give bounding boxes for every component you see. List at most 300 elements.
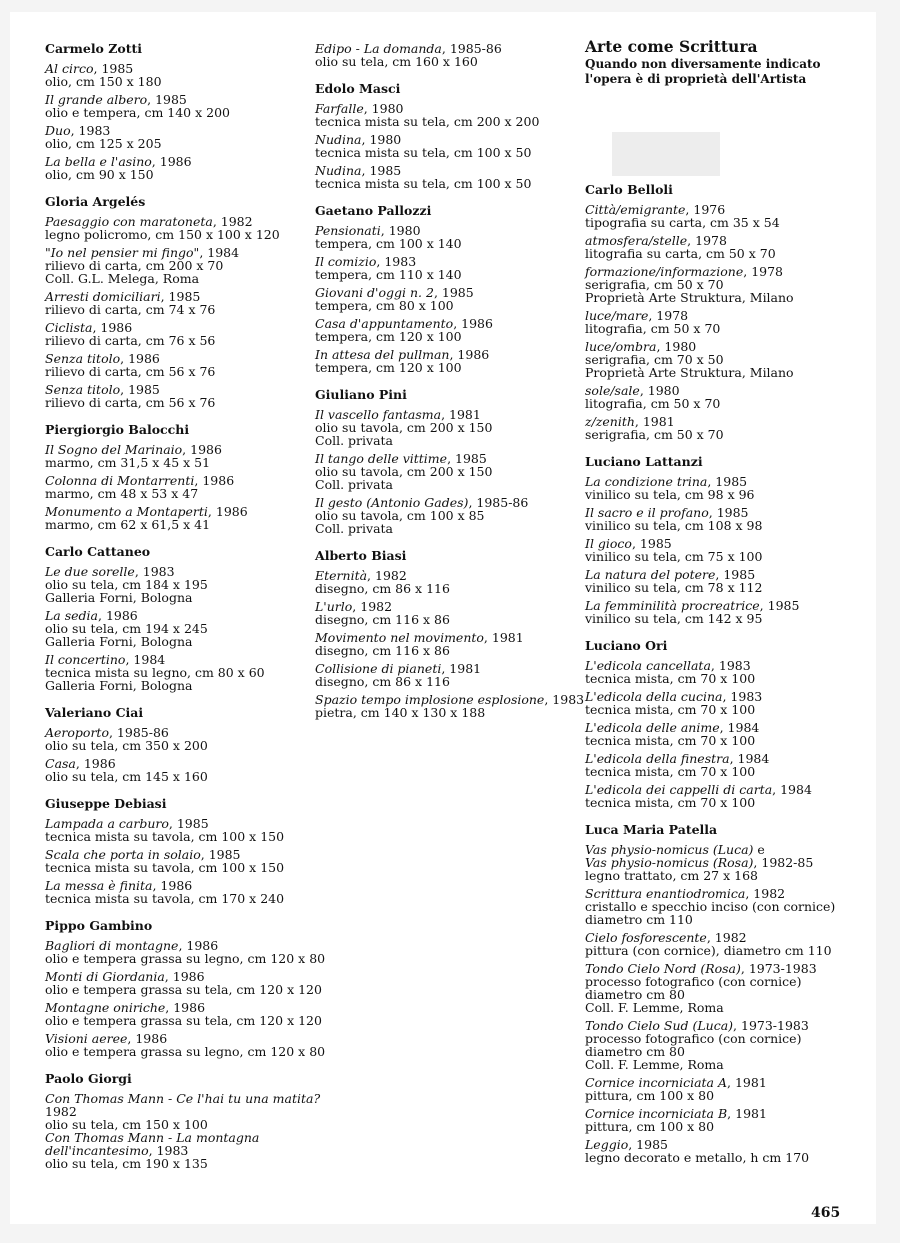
artwork-entry <box>315 286 575 312</box>
artist-name: Valeriano Ciai <box>45 705 144 720</box>
artwork-entry <box>315 496 575 535</box>
artwork-detail: olio, cm 125 x 205 <box>45 136 162 151</box>
artwork-entry <box>315 348 575 374</box>
artwork-date: , 1985 <box>708 505 749 520</box>
artwork-detail: processo fotografico (con cornice) <box>585 974 802 989</box>
artwork-entry <box>315 133 575 159</box>
artwork-title: Casa d'appuntamento <box>315 316 454 331</box>
artwork-title: Farfalle <box>315 101 364 116</box>
artwork-title: Bagliori di montagne <box>45 938 179 953</box>
artwork-detail: Coll. privata <box>315 477 393 492</box>
artwork-title: Scrittura enantiodromica <box>585 886 746 901</box>
artwork-date: , 1982 <box>212 214 253 229</box>
artwork-entry <box>45 969 322 997</box>
artwork-entry <box>45 290 310 316</box>
artwork-detail: rilievo di carta, cm 56 x 76 <box>45 364 216 379</box>
artwork-entry <box>585 203 845 229</box>
artwork-entry <box>315 662 575 688</box>
artwork-date: , 1985 <box>200 847 241 862</box>
artwork-entry <box>585 340 845 379</box>
artwork-title: Edipo - La domanda <box>315 41 442 56</box>
artwork-detail: litografia, cm 50 x 70 <box>585 396 721 411</box>
artwork-title-line <box>45 1091 321 1106</box>
artwork-date: e <box>753 842 765 857</box>
artwork-detail: rilievo di carta, cm 74 x 76 <box>45 302 216 317</box>
artwork-date: , 1981 <box>634 414 675 429</box>
artwork-entry <box>315 600 575 626</box>
artwork-title: Il grande albero <box>45 92 148 107</box>
artwork-detail: Proprietà Arte Struktura, Milano <box>585 290 794 305</box>
artwork-detail: vinilico su tela, cm 142 x 95 <box>585 611 763 626</box>
artwork-date: , 1986 <box>98 608 138 623</box>
artwork-entry <box>45 383 310 409</box>
artwork-title: Il tango delle vittime <box>315 451 448 466</box>
artwork-detail: tempera, cm 120 x 100 <box>315 329 462 344</box>
artwork-title: Con Thomas Mann - La montagna <box>45 1130 260 1145</box>
artwork-title: Lampada a carburo <box>45 816 169 831</box>
artwork-entry <box>45 938 326 966</box>
artwork-title: Senza titolo <box>45 351 121 366</box>
artwork-date: , 1983 <box>134 564 175 579</box>
artwork-title: Al circo <box>45 61 94 76</box>
catalog-page <box>10 12 876 1224</box>
column-3 <box>585 38 845 1169</box>
artwork-detail: Coll. G.L. Melega, Roma <box>45 271 200 286</box>
artwork-title: Monti di Giordania <box>45 969 165 984</box>
artwork-date: , 1976 <box>685 202 726 217</box>
artwork-detail: tecnica mista su tela, cm 100 x 50 <box>315 176 532 191</box>
artwork-entry <box>585 752 845 778</box>
artwork-entry <box>45 246 310 285</box>
artwork-date: , 1986 <box>151 154 192 169</box>
artwork-detail: Coll. F. Lemme, Roma <box>585 1057 724 1072</box>
artwork-title: Città/emigrante <box>585 202 686 217</box>
artwork-detail: tecnica mista su tela, cm 100 x 50 <box>315 145 532 160</box>
artwork-detail: olio su tavola, cm 200 x 150 <box>315 464 493 479</box>
artwork-detail: tecnica mista su tavola, cm 170 x 240 <box>45 891 285 906</box>
artwork-title: La femminilità procreatrice <box>585 598 760 613</box>
artwork-entry <box>585 568 845 594</box>
artwork-detail: Galleria Forni, Bologna <box>45 634 193 649</box>
artwork-entry <box>315 408 575 447</box>
artwork-date: , 1980 <box>361 132 402 147</box>
artwork-title: L'edicola delle anime <box>585 720 720 735</box>
artwork-detail: Coll. F. Lemme, Roma <box>585 1000 724 1015</box>
artwork-entry <box>45 505 310 531</box>
artwork-title: Senza titolo <box>45 382 121 397</box>
artwork-date: , 1985 <box>707 474 748 489</box>
artwork-entry <box>315 569 575 595</box>
artwork-date: , 1973-1983 <box>733 1018 809 1033</box>
artwork-entry <box>45 1000 322 1028</box>
artwork-date: , 1985-86 <box>468 495 529 510</box>
artwork-detail: vinilico su tela, cm 108 x 98 <box>585 518 763 533</box>
artwork-date: , 1980 <box>656 339 697 354</box>
artwork-date: , 1985 <box>715 567 756 582</box>
artwork-title: Eternità <box>315 568 368 583</box>
artwork-entry <box>585 783 845 809</box>
artwork-entry <box>45 653 310 692</box>
artwork-detail: serigrafia, cm 50 x 70 <box>585 277 724 292</box>
artwork-date: , 1981 <box>441 661 482 676</box>
artwork-date: , 1981 <box>441 407 481 422</box>
artwork-date: , 1985 <box>147 92 187 107</box>
artwork-detail: legno decorato e metallo, h cm 170 <box>585 1150 810 1165</box>
artwork-detail: olio e tempera grassa su legno, cm 120 x 80 <box>45 951 326 966</box>
artwork-detail: pittura, cm 100 x 80 <box>585 1088 715 1103</box>
artwork-detail: Proprietà Arte Struktura, Milano <box>585 365 794 380</box>
artwork-entry <box>45 565 310 604</box>
artwork-detail: litografia, cm 50 x 70 <box>585 321 721 336</box>
artwork-detail: olio su tela, cm 194 x 245 <box>45 621 208 636</box>
artwork-entry <box>315 631 575 657</box>
artwork-title: Visioni aeree <box>45 1031 128 1046</box>
artwork-title: Vas physio-nomicus (Luca) <box>585 842 754 857</box>
artwork-title: L'edicola della cucina <box>585 689 723 704</box>
artwork-entry <box>45 848 310 874</box>
artwork-date: , 1986 <box>165 1000 206 1015</box>
page-number: 465 <box>811 1205 841 1221</box>
artwork-entry <box>45 443 310 469</box>
artwork-detail: vinilico su tela, cm 98 x 96 <box>585 487 755 502</box>
artwork-entry <box>45 155 310 181</box>
artwork-title: Tondo Cielo Nord (Rosa) <box>585 961 741 976</box>
artwork-detail: olio su tela, cm 190 x 135 <box>45 1156 208 1171</box>
artwork-detail: vinilico su tela, cm 78 x 112 <box>585 580 763 595</box>
artwork-title: L'edicola dei cappelli di carta <box>585 782 773 797</box>
artwork-entry <box>45 1131 310 1170</box>
column-2 <box>315 41 585 724</box>
artwork-date: , 1983 <box>376 254 417 269</box>
artist-name: Carmelo Zotti <box>45 41 143 56</box>
artwork-date: , 1985 <box>447 451 487 466</box>
artwork-title: "Io nel pensier mi fingo" <box>45 245 200 260</box>
artwork-date: , 1978 <box>743 264 784 279</box>
artwork-title: Le due sorelle <box>45 564 135 579</box>
artwork-title: La condizione trina <box>585 474 708 489</box>
artwork-title: L'urlo <box>315 599 353 614</box>
artwork-entry <box>315 317 575 343</box>
artist-name: Pippo Gambino <box>45 918 153 933</box>
artwork-date: , 1983 <box>544 692 585 707</box>
artwork-date: , 1981 <box>727 1106 767 1121</box>
artwork-title: Monumento a Montaperti <box>45 504 208 519</box>
artist-name: Luciano Lattanzi <box>585 454 703 469</box>
artwork-title: Movimento nel movimento <box>315 630 484 645</box>
artwork-entry <box>315 255 575 281</box>
section-title: Arte come Scrittura <box>585 37 758 56</box>
artwork-entry <box>585 506 845 532</box>
artwork-date: , 1973-1983 <box>740 961 817 976</box>
artwork-detail: legno trattato, cm 27 x 168 <box>585 868 758 883</box>
artwork-date: , 1980 <box>363 101 404 116</box>
artwork-detail: vinilico su tela, cm 75 x 100 <box>585 549 763 564</box>
artwork-title: La natura del potere <box>585 567 716 582</box>
artist-name: Paolo Giorgi <box>45 1071 132 1086</box>
artwork-date: , 1986 <box>164 969 205 984</box>
artwork-title: Nudina <box>315 132 362 147</box>
artwork-detail: tecnica mista su legno, cm 80 x 60 <box>45 665 265 680</box>
artwork-entry <box>585 1107 845 1133</box>
artwork-title: dell'incantesimo <box>45 1143 149 1158</box>
artwork-title: Leggio <box>585 1137 629 1152</box>
artwork-detail: tecnica mista, cm 70 x 100 <box>585 671 756 686</box>
artwork-detail: olio e tempera grassa su legno, cm 120 x 80 <box>45 1044 326 1059</box>
artwork-detail: disegno, cm 116 x 86 <box>315 612 450 627</box>
artwork-detail: serigrafia, cm 50 x 70 <box>585 427 724 442</box>
artwork-detail: marmo, cm 48 x 53 x 47 <box>45 486 199 501</box>
artwork-entry <box>585 962 845 1014</box>
artwork-detail: tecnica mista su tela, cm 200 x 200 <box>315 114 540 129</box>
artwork-detail: Coll. privata <box>315 521 393 536</box>
artist-name: Carlo Cattaneo <box>45 544 151 559</box>
artwork-title: Paesaggio con maratoneta <box>45 214 213 229</box>
artwork-date: , 1985-86 <box>441 41 502 56</box>
artwork-detail: marmo, cm 31,5 x 45 x 51 <box>45 455 211 470</box>
artwork-detail: olio su tela, cm 145 x 160 <box>45 769 208 784</box>
artwork-detail: olio su tavola, cm 200 x 150 <box>315 420 493 435</box>
artwork-detail: olio e tempera, cm 140 x 200 <box>45 105 230 120</box>
artwork-date: , 1986 <box>75 756 116 771</box>
artwork-detail: tecnica mista, cm 70 x 100 <box>585 733 756 748</box>
artwork-title: Pensionati <box>315 223 381 238</box>
artwork-detail: marmo, cm 62 x 61,5 x 41 <box>45 517 211 532</box>
artwork-detail: Galleria Forni, Bologna <box>45 590 193 605</box>
artwork-title: Il gesto (Antonio Gades) <box>315 495 469 510</box>
artwork-title: Nudina <box>315 163 362 178</box>
artwork-entry <box>585 1076 845 1102</box>
artwork-entry <box>45 474 310 500</box>
artwork-title: Casa <box>45 756 76 771</box>
artwork-date: , 1985 <box>631 536 672 551</box>
artist-name: Edolo Masci <box>315 81 401 96</box>
artwork-date: , 1982-85 <box>753 855 814 870</box>
artwork-title: luce/ombra <box>585 339 657 354</box>
artwork-detail: olio su tela, cm 160 x 160 <box>315 54 478 69</box>
artwork-detail: serigrafia, cm 70 x 50 <box>585 352 724 367</box>
artwork-entry <box>45 817 310 843</box>
artwork-entry <box>585 1138 845 1164</box>
artwork-detail: tecnica mista su tavola, cm 100 x 150 <box>45 829 285 844</box>
artwork-entry <box>585 887 845 926</box>
artwork-title: sole/sale <box>585 383 640 398</box>
artwork-entry <box>585 599 845 625</box>
section-note-line-1: Quando non diversamente indicato <box>585 57 821 71</box>
artist-name: Alberto Biasi <box>315 548 407 563</box>
artwork-title: z/zenith <box>585 414 635 429</box>
artwork-date: , 1986 <box>182 442 222 457</box>
artwork-title: La sedia <box>45 608 98 623</box>
artwork-date: , 1985 <box>759 598 800 613</box>
artwork-date: , 1986 <box>178 938 219 953</box>
artwork-date: , 1980 <box>639 383 680 398</box>
artwork-entry <box>315 102 575 128</box>
artwork-entry <box>585 721 845 747</box>
artwork-title: Il sacro e il profano <box>585 505 709 520</box>
artwork-detail: tempera, cm 100 x 140 <box>315 236 462 251</box>
artwork-date: , 1984 <box>772 782 812 797</box>
artwork-date: , 1986 <box>152 878 193 893</box>
artwork-detail: cristallo e specchio inciso (con cornice) <box>585 899 836 914</box>
artist-name: Luciano Ori <box>585 638 668 653</box>
artwork-date: , 1985 <box>628 1137 668 1152</box>
artwork-entry <box>45 93 310 119</box>
artwork-entry <box>585 537 845 563</box>
artwork-entry <box>585 843 845 882</box>
artist-name: Gloria Argelés <box>45 194 146 209</box>
artwork-entry <box>315 692 585 720</box>
artwork-entry <box>585 690 845 716</box>
artwork-detail: rilievo di carta, cm 76 x 56 <box>45 333 216 348</box>
artwork-entry <box>315 224 575 250</box>
artwork-date: , 1986 <box>207 504 248 519</box>
artwork-detail: litografia su carta, cm 50 x 70 <box>585 246 776 261</box>
artwork-detail: processo fotografico (con cornice) <box>585 1031 802 1046</box>
artwork-detail: olio su tela, cm 184 x 195 <box>45 577 208 592</box>
image-placeholder <box>612 132 720 176</box>
artwork-detail: olio, cm 150 x 180 <box>45 74 162 89</box>
artwork-date: , 1985-86 <box>108 725 169 740</box>
artist-name: Giuliano Pini <box>315 387 407 402</box>
artwork-date: , 1984 <box>125 652 166 667</box>
artwork-detail: diametro cm 110 <box>585 912 693 927</box>
column-3-list <box>585 183 845 1164</box>
artwork-detail: disegno, cm 86 x 116 <box>315 674 450 689</box>
artwork-title: Cielo fosforescente <box>585 930 707 945</box>
artwork-entry <box>45 609 310 648</box>
artwork-title: Con Thomas Mann - Ce l'hai tu una matita? <box>45 1091 321 1106</box>
artwork-detail: olio su tavola, cm 100 x 85 <box>315 508 485 523</box>
artwork-title: Duo <box>45 123 71 138</box>
artwork-detail: diametro cm 80 <box>585 987 685 1002</box>
artwork-title: L'edicola cancellata <box>585 658 711 673</box>
artwork-entry <box>585 475 845 501</box>
artwork-entry <box>585 931 845 957</box>
column-1 <box>45 41 326 1175</box>
artwork-detail: rilievo di carta, cm 200 x 70 <box>45 258 224 273</box>
artwork-date: , 1981 <box>483 630 524 645</box>
artwork-entry <box>585 415 845 441</box>
artwork-title: Spazio tempo implosione esplosione <box>315 692 545 707</box>
artwork-title: luce/mare <box>585 308 649 323</box>
artwork-detail: diametro cm 80 <box>585 1044 685 1059</box>
artist-name: Gaetano Pallozzi <box>315 203 432 218</box>
artwork-title: Cornice incorniciata B <box>585 1106 728 1121</box>
artwork-detail: pietra, cm 140 x 130 x 188 <box>315 705 486 720</box>
artwork-date: , 1985 <box>433 285 474 300</box>
artwork-date: , 1986 <box>127 1031 168 1046</box>
artwork-detail: disegno, cm 86 x 116 <box>315 581 450 596</box>
artwork-entry <box>45 726 310 752</box>
artwork-title: Il Sogno del Marinaio <box>45 442 183 457</box>
artwork-title: Montagne oniriche <box>45 1000 166 1015</box>
artwork-date: , 1978 <box>648 308 689 323</box>
artwork-detail: tecnica mista, cm 70 x 100 <box>585 702 756 717</box>
artwork-date: , 1985 <box>361 163 402 178</box>
artist-name: Carlo Belloli <box>585 182 673 197</box>
artwork-detail: rilievo di carta, cm 56 x 76 <box>45 395 216 410</box>
artwork-title: formazione/informazione <box>585 264 744 279</box>
artwork-title: La bella e l'asino <box>45 154 152 169</box>
artwork-date: , 1983 <box>710 658 751 673</box>
artwork-date: , 1983 <box>70 123 111 138</box>
artwork-title: Giovani d'oggi n. 2 <box>315 285 434 300</box>
artwork-title: Il gioco <box>585 536 632 551</box>
artwork-entry <box>45 757 310 783</box>
artwork-date: , 1983 <box>148 1143 189 1158</box>
artwork-title: Tondo Cielo Sud (Luca) <box>585 1018 734 1033</box>
artwork-title: La messa è finita <box>45 878 153 893</box>
artwork-date: , 1982 <box>352 599 393 614</box>
artwork-date: , 1978 <box>687 233 727 248</box>
artwork-entry <box>45 1091 321 1132</box>
artwork-title: Il comizio <box>315 254 377 269</box>
artwork-title: Il concertino <box>45 652 126 667</box>
artwork-title: Collisione di pianeti <box>315 661 442 676</box>
artwork-detail: olio su tela, cm 350 x 200 <box>45 738 208 753</box>
artwork-entry <box>315 164 575 190</box>
artwork-entry <box>585 234 845 260</box>
artwork-entry <box>585 265 845 304</box>
artwork-date: , 1985 <box>93 61 134 76</box>
artwork-detail: 1982 <box>45 1104 77 1119</box>
artist-name: Giuseppe Debiasi <box>45 796 167 811</box>
artwork-date: , 1986 <box>92 320 133 335</box>
artwork-entry <box>585 659 845 685</box>
artwork-title: Arresti domiciliari <box>45 289 161 304</box>
artwork-date: , 1986 <box>449 347 490 362</box>
artwork-title: Scala che porta in solaio <box>45 847 201 862</box>
artwork-title: Colonna di Montarrenti <box>45 473 195 488</box>
artwork-date: , 1985 <box>120 382 160 397</box>
artwork-detail: olio, cm 90 x 150 <box>45 167 154 182</box>
artwork-detail: disegno, cm 116 x 86 <box>315 643 450 658</box>
artwork-date: , 1980 <box>380 223 421 238</box>
artist-name: Luca Maria Patella <box>585 822 718 837</box>
artwork-title: Il vascello fantasma <box>315 407 442 422</box>
artwork-entry <box>45 1031 326 1059</box>
artwork-detail: tempera, cm 80 x 100 <box>315 298 454 313</box>
artwork-entry <box>45 352 310 378</box>
artwork-title: Cornice incorniciata A <box>585 1075 728 1090</box>
artwork-date: , 1984 <box>199 245 240 260</box>
artwork-entry <box>45 879 310 905</box>
artwork-entry <box>45 321 310 347</box>
artwork-date: , 1985 <box>168 816 209 831</box>
artwork-title: In attesa del pullman <box>315 347 450 362</box>
artwork-entry <box>45 124 310 150</box>
artwork-title: Vas physio-nomicus (Rosa) <box>585 855 754 870</box>
artwork-date: , 1986 <box>453 316 493 331</box>
artwork-date: , 1984 <box>729 751 770 766</box>
artwork-detail: pittura (con cornice), diametro cm 110 <box>585 943 832 958</box>
artwork-detail: olio su tela, cm 150 x 100 <box>45 1117 208 1132</box>
artwork-detail: tecnica mista, cm 70 x 100 <box>585 795 756 810</box>
artwork-detail: olio e tempera grassa su tela, cm 120 x 120 <box>45 1013 322 1028</box>
artwork-title: L'edicola della finestra <box>585 751 730 766</box>
artwork-detail: tecnica mista, cm 70 x 100 <box>585 764 756 779</box>
artwork-entry <box>315 42 575 68</box>
artwork-detail: pittura, cm 100 x 80 <box>585 1119 715 1134</box>
artwork-date: , 1983 <box>722 689 763 704</box>
artwork-detail: Galleria Forni, Bologna <box>45 678 193 693</box>
artwork-detail: tipografia su carta, cm 35 x 54 <box>585 215 780 230</box>
artist-name: Piergiorgio Balocchi <box>45 422 190 437</box>
artwork-title: Aeroporto <box>45 725 109 740</box>
artwork-date: , 1981 <box>727 1075 767 1090</box>
artwork-date: , 1982 <box>706 930 747 945</box>
artwork-detail: tempera, cm 120 x 100 <box>315 360 462 375</box>
